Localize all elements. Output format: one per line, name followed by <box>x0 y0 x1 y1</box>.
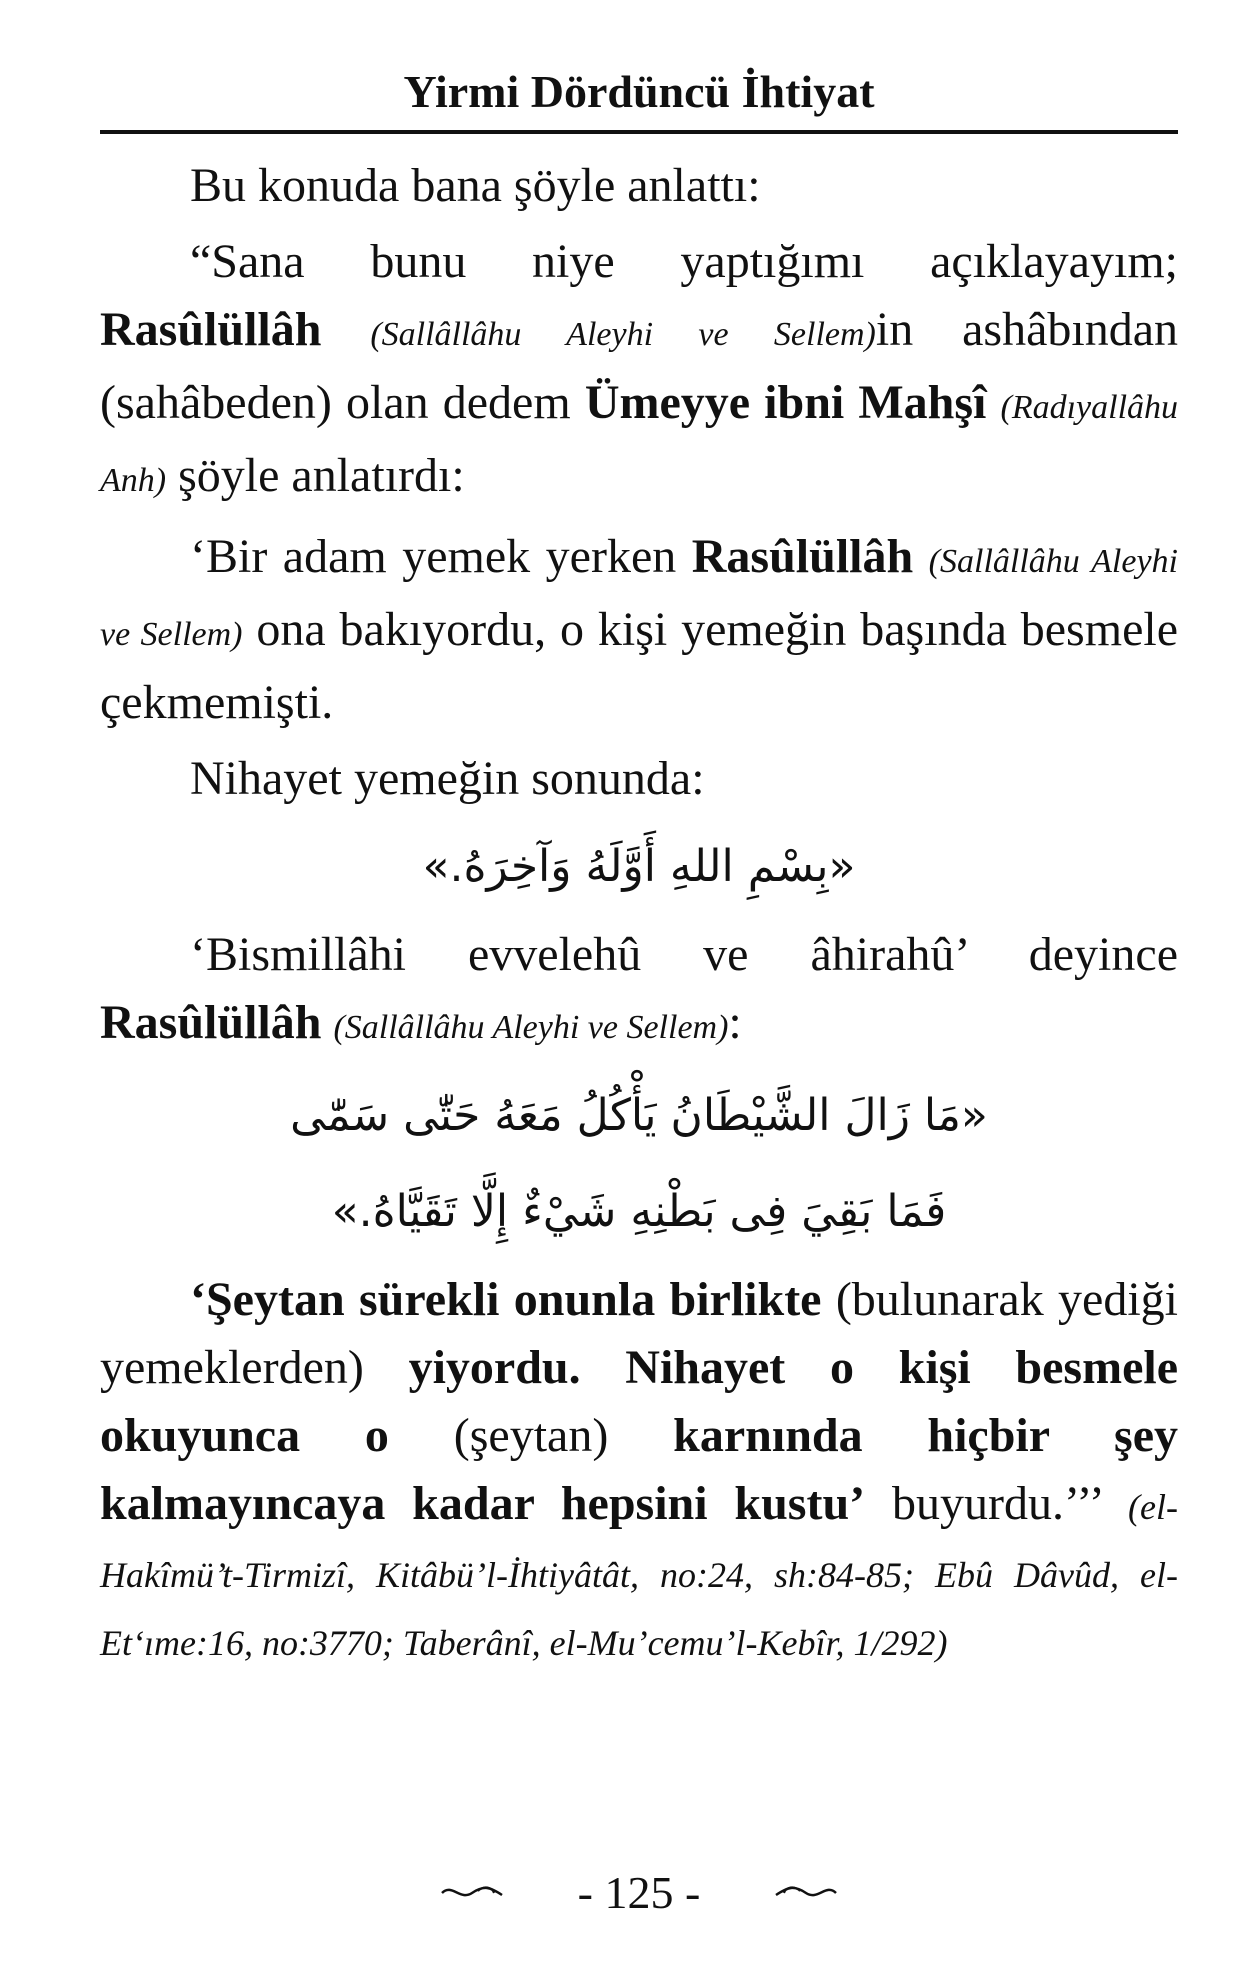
name-rasulullah: Rasûlüllâh <box>100 303 322 356</box>
page-footer <box>100 1866 1178 1919</box>
honorific: (Sallâllâhu Aleyhi ve Sellem) <box>333 1009 729 1046</box>
honorific: (Sallâllâhu Aleyhi ve Sellem) <box>100 543 1178 653</box>
citation: (el-Hakîmü’t-Tirmizî, Kitâbü’l-İhtiyâtât, no:24, sh:84-85; Ebû Dâvûd, el-Et‘ıme:16, no:3770; Taberânî, el-Mu’cemu’l-Kebîr, 1/292) <box>100 1487 1179 1663</box>
arabic-basmala: «بِسْمِ اللهِ أَوَّلَهُ وَآخِرَهُ.» <box>422 841 856 892</box>
header-divider <box>100 130 1178 134</box>
page-title: Yirmi Dördüncü İhtiyat <box>403 66 875 117</box>
paragraph-end-of-meal: Nihayet yemeğin sonunda: <box>190 752 705 805</box>
paragraph-narration: “Sana bunu niye yaptığımı açıklayayım; Rasûlüllâh (Sallâllâhu Aleyhi ve Sellem)in ashâbından (sahâbeden) olan dedem Ümeyye ibni Mahşî (Radıyallâhu Anh) şöyle anlatırdı: <box>100 235 1179 502</box>
name-umeyye: Ümeyye ibni Mahşî <box>584 376 987 429</box>
paragraph-conclusion: ‘Şeytan sürekli onunla birlikte (bulunarak yediği yemeklerden) yiyordu. Nihayet o kişi besmele okuyunca o (şeytan) karnında hiçbir şey kalmayıncaya kadar hepsini kustu’ buyurdu.’’’ (el-Hakîmü’t-Tirmizî, Kitâbü’l-İhtiyâtât, no:24, sh:84-85; Ebû Dâvûd, el-Et‘ıme:16, no:3770; Taberânî, el-Mu’cemu’l-Kebîr, 1/292) <box>100 1273 1179 1663</box>
paragraph-story: ‘Bir adam yemek yerken Rasûlüllâh (Sallâllâhu Aleyhi ve Sellem) ona bakıyordu, o kişi yemeğin başında besmele çekmemişti. <box>100 530 1179 729</box>
paragraph-intro: Bu konuda bana şöyle anlattı: <box>190 159 761 212</box>
page-number: - 125 - <box>577 1867 701 1918</box>
arabic-hadith <box>100 1068 1178 1260</box>
ornament-right-icon <box>770 1881 840 1905</box>
paragraph-bismillah: ‘Bismillâhi evvelehû ve âhirahû’ deyince Rasûlüllâh (Sallâllâhu Aleyhi ve Sellem): <box>100 928 1178 1049</box>
honorific: (Sallâllâhu Aleyhi ve Sellem) <box>370 316 876 353</box>
arabic-hadith-line-2: فَمَا بَقِيَ فِى بَطْنِهِ شَيْءٌ إِلَّا تَقَيَّاهُ.» <box>331 1186 947 1237</box>
name-rasulullah: Rasûlüllâh <box>100 996 322 1049</box>
honorific: (Radıyallâhu Anh) <box>100 389 1179 499</box>
arabic-hadith-line-1: «مَا زَالَ الشَّيْطَانُ يَأْكُلُ مَعَهُ حَتّٰى سَمّٰى <box>290 1090 988 1141</box>
name-rasulullah: Rasûlüllâh <box>691 530 914 583</box>
page-body <box>100 152 1178 1674</box>
ornament-left-icon <box>438 1881 508 1905</box>
